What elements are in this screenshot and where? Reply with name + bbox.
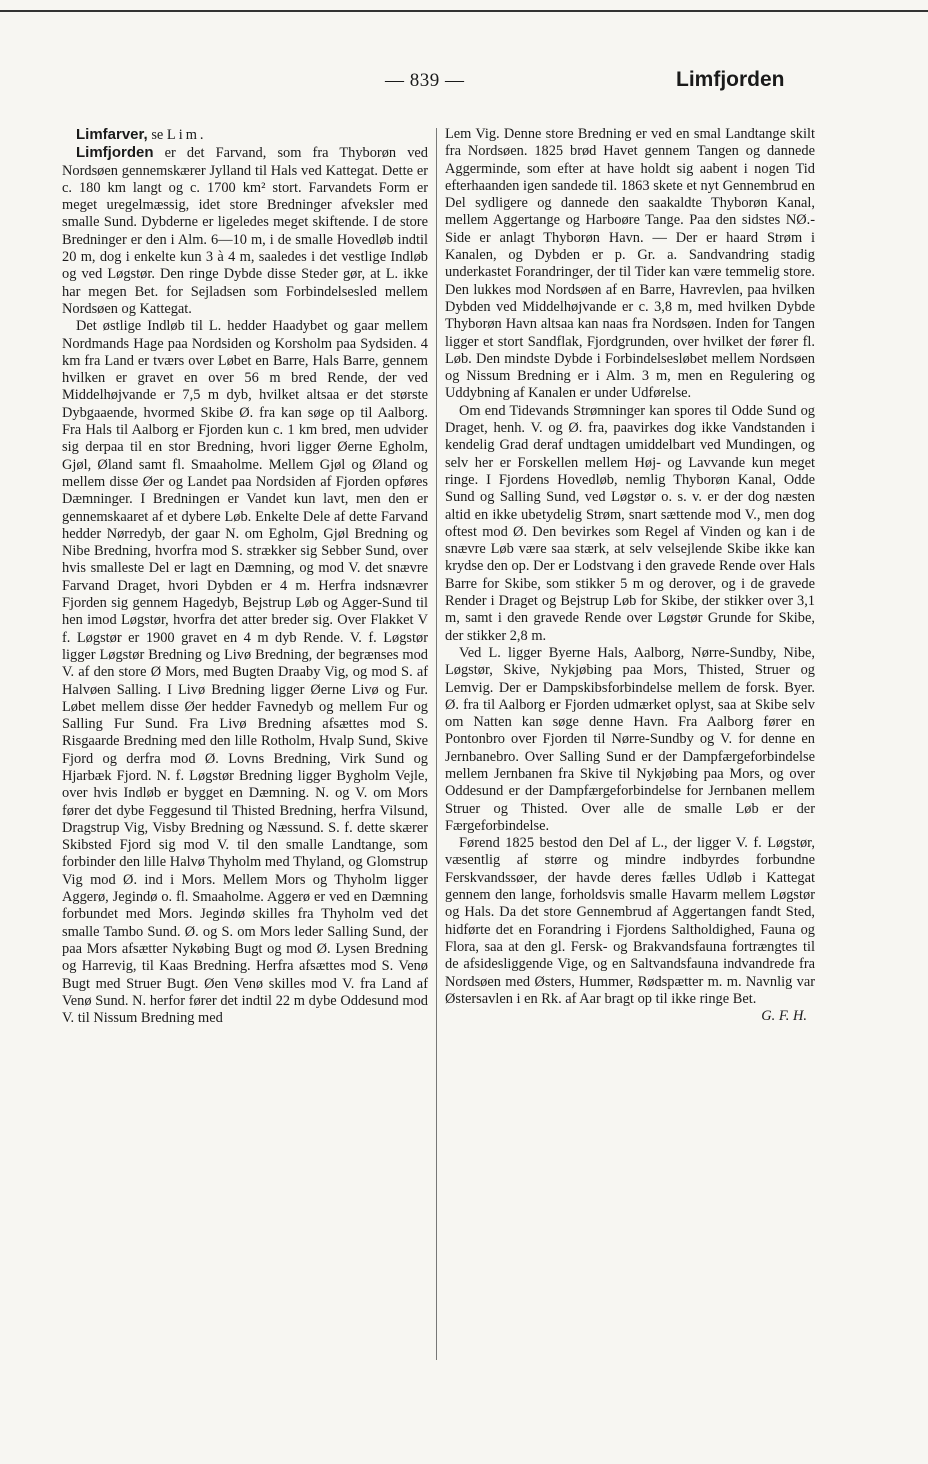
cross-ref-prefix: se [147, 127, 167, 143]
headword-limfarver: Limfarver, [76, 126, 148, 143]
entry-limfarver [62, 126, 428, 144]
cross-ref-lim: Lim. [166, 127, 207, 143]
limfjorden-paragraph-4: Om end Tidevands Strømninger kan spores til Odde Sund og Draget, henh. V. og Ø. fra, paavirkes dog ikke Vandstanden i kendelig Grad deraf undtagen umiddelbart ved Mundingen, og selv her er Forskellen mellem Høj- og Lavvande kun meget ringe. I Fjordens Hovedløb, nemlig Thyborøn Kanal, Odde Sund og Salling Sund, ved Løgstør o. s. v. er der dog næsten altid en ikke ubetydelig Strøm, snart sættende mod V., men dog oftest mod Ø. Den bevirkes som Regel af Vinden og kan i de snævre Løb være saa stærk, at selv velsejlende Skibe ikke kan krydse den op. Der er Lodstvang i den gravede Rende over Hals Barre for Skibe, som stikker 5 m og derover, og i de gravede Render i Draget og Bejstrup Løb for Skibe, der stikker over 3,1 m, samt i den gravede Rende over Løgstør Grunde for Skibe, der stikker 2,8 m. [445, 402, 815, 644]
paragraph-6-text: Førend 1825 bestod den Del af L., der ligger V. f. Løgstør, væsentlig af større og mindre indbyrdes forbundne Ferskvandssøer, der havde deres fælles Udløb i Kattegat gennem den lange, forholdsvis smalle Havarm mellem Løgstør og Hals. Da det store Gennembrud af Aggertangen fandt Sted, hidførte det en Forandring i Fjordens Saltholdighed, Fauna og Flora, saa at den gl. Fersk- og Brakvandsfauna fortrængtes til de afsidesliggende Vige, og en Saltvandsfauna indvandrede fra Nordsøen med Østers, Hummer, Rødspætter m. m. Navnlig var Østersavlen i en Rk. af Aar bragt op til ikke ringe Bet. [445, 835, 815, 1007]
top-border-line [0, 10, 928, 12]
right-column [445, 126, 815, 1025]
limfjorden-paragraph-6 [445, 835, 815, 1025]
limfjorden-paragraph-5: Ved L. ligger Byerne Hals, Aalborg, Nørre-Sundby, Nibe, Løgstør, Skive, Nykjøbing paa Mors, Thisted, Struer og Lemvig. Der er Dampskibsforbindelse mellem de forsk. Byer. Ø. fra til Aalborg er Fjorden udmærket oplyst, saa at Skibe selv om Natten kan søge denne Havn. Fra Aalborg fører en Pontonbro over Fjorden til Nørre-Sundby og V. for denne en Jernbanebro. Over Salling Sund er der Dampfærgeforbindelse mellem Jernbanen fra Skive til Nykjøbing paa Mors, og over Oddesund er der Dampfærgeforbindelse for Jernbanen mellem Struer og Thisted. Over alle de smalle Løb er der Færgeforbindelse. [445, 644, 815, 834]
entry-limfjorden-intro [62, 144, 428, 318]
limfjorden-paragraph-2: Det østlige Indløb til L. hedder Haadybet og gaar mellem Nordmands Hage paa Nordsiden og Korsholm paa Sydsiden. 4 km fra Land er tværs over Løbet en Barre, Hals Barre, gennem hvilken er gravet en over 56 m bred Rende, der ved Middelhøjvande er 7,5 m dyb, hvilket altsaa er det største Dybgaaende, hvormed Skibe Ø. fra kan søge op til Aalborg. Fra Hals til Aalborg er Fjorden kun c. 1 km bred, men udvider sig derpaa til en stor Bredning, hvori ligger Øerne Egholm, Gjøl, Øland samt fl. Smaaholme. Mellem Gjøl og Øland og mellem disse Øer og Landet paa Nordsiden af Fjorden opføres Dæmninger. I Bredningen er Vandet kun lavt, men den er gennemskaaret af et dybere Løb. Enkelte Dele af dette Farvand hedder Nørredyb, der gaar N. om Egholm, Gjøl Bredning og Nibe Bredning, hvorfra mod S. strækker sig Sebber Sund, over hvis smalleste Del er lagt en Dæmning, og mod V. det snævre Farvand Draget, hvori Dybden er 4 m. Herfra indsnævrer Fjorden sig gennem Hagedyb, Bejstrup Løb og Agger-Sund til hen imod Løgstør, hvorfra det atter breder sig. Over Flakket V f. Løgstør er 1900 gravet en 4 m dyb Rende. V. f. Løgstør ligger Løgstør Bredning og Livø Bredning, der begrænses mod V. af den store Ø Mors, med Bugten Draaby Vig, og mod S. af Halvøen Salling. I Livø Bredning ligger Øerne Livø og Fur. Løbet mellem disse Øer hedder Favnedyb og mellem Fur og Salling Fur Sund. Fra Livø Bredning afsættes mod S. Risgaarde Bredning med den lille Rotholm, Hvalp Sund, Skive Fjord og derfra mod Ø. Lovns Bredning, Virk Sund og Hjarbæk Fjord. N. f. Løgstør Bredning ligger Bygholm Vejle, over hvis Indløb er bygget en Dæmning. N. og V. om Mors fører det dybe Feggesund til Thisted Bredning, herfra Vilsund, Dragstrup Vig, Visby Bredning og Næssund. S. f. dette skærer Skibsted Fjord sig mod V. til den smalle Landtange, som forbinder den lille Halvø Thyholm med Thyland, og Glomstrup Vig mod Ø. ind i Mors. Mellem Mors og Thyholm ligger Aggerø, Jegindø o. fl. Smaaholme. Aggerø er ved en Dæmning forbundet med Mors. Jegindø skilles fra Thyholm ved det smalle Tambo Sund. Ø. og S. om Mors leder Salling Sund, der paa Mors afsætter Nykøbing Bugt og mod Ø. Lysen Bredning og Harrevig, til Kaas Bredning. Herfra afsættes mod S. Venø Bugt med Struer Bugt. Øen Venø skilles mod V. fra Land af Venø Sund. N. herfor fører det indtil 22 m dybe Oddesund mod V. til Nissum Bredning med [62, 318, 428, 1027]
column-divider [436, 128, 437, 1360]
headword-limfjorden: Limfjorden [76, 144, 154, 162]
page-number: — 839 — [385, 70, 465, 91]
running-head: Limfjorden [676, 68, 785, 91]
page-header [0, 70, 928, 100]
left-column [62, 126, 428, 1027]
limfjorden-paragraph-1: er det Farvand, som fra Thyborøn ved Nordsøen gennemskærer Jylland til Hals ved Kattegat. Dette er c. 180 km langt og c. 1700 km² stort. Farvandets Form er meget uregelmæssig, idet store Bredninger afveksler med smalle Sund. Dybderne er ligeledes meget skiftende. I de store Bredninger er den i Alm. 6—10 m, i de smalle Hovedløb indtil 20 m, dog i enkelte kun 3 à 4 m, saaledes i det vestlige Indløb og ved Løgstør. Den ringe Dybde disse Steder gør, at L. ikke har megen Bet. for Sejladsen som Forbindelsesled mellem Nordsøen og Kattegat. [62, 145, 428, 317]
limfjorden-paragraph-3: Lem Vig. Denne store Bredning er ved en smal Landtange skilt fra Nordsøen. 1825 brød Havet gennem Tangen og dannede Aggerminde, som efter at have holdt sig aabent i nogen Tid efterhaanden igen sandede til. 1863 skete et nyt Gennembrud en Del sydligere og dannede den saakaldte Thyborøn Kanal, mellem Aggertange og Harboøre Tange. Paa den sidstes NØ.-Side er anlagt Thyborøn Havn. — Der er haard Strøm i Kanalen, og Dybden er p. Gr. a. Sandvandring stadig underkastet Forandringer, der til Tider kan være temmelig store. Den lukkes mod Nordsøen af en Barre, Havrevlen, paa hvilken Dybden ved Middelhøjvande er c. 3,8 m, med hvilken Dybde Thyborøn Havn altsaa kan naas fra Nordsøen. Inden for Tangen ligger et stort Sandflak, Fjordgrunden, over hvilket der fører fl. Løb. Den mindste Dybde i Forbindelsesløbet mellem Nordsøen og Nissum Bredning er i Alm. 3 m, men en Regulering og Uddybning af Kanalen er under Udførelse. [445, 126, 815, 402]
author-signature: G. F. H. [761, 1008, 807, 1025]
